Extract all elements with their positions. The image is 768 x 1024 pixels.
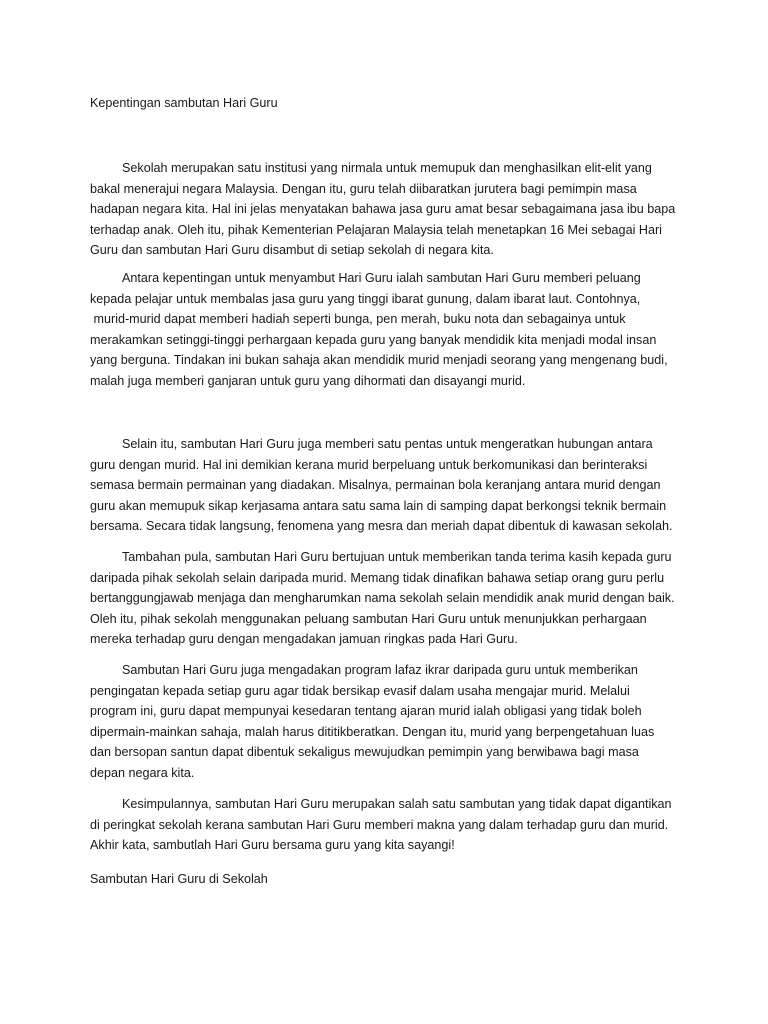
paragraph-line: Guru dan sambutan Hari Guru disambut di setiap sekolah di negara kita.: [90, 243, 494, 258]
paragraph-line: Tambahan pula, sambutan Hari Guru bertujuan untuk memberikan tanda terima kasih kepada guru: [122, 550, 672, 564]
paragraph-line: Sambutan Hari Guru juga mengadakan program lafaz ikrar daripada guru untuk memberikan: [122, 663, 638, 677]
paragraph-line: Oleh itu, pihak sekolah menggunakan peluang sambutan Hari Guru untuk menunjukkan perhargaan: [90, 611, 647, 626]
paragraph-line: Kesimpulannya, sambutan Hari Guru merupakan salah satu sambutan yang tidak dapat digantikan: [122, 797, 672, 811]
paragraph-line: semasa bermain permainan yang diadakan. Misalnya, permainan bola keranjang antara murid dengan: [90, 478, 661, 493]
paragraph-line: program ini, guru dapat mempunyai kesedaran tentang ajaran murid ialah obligasi yang tidak boleh: [90, 704, 642, 719]
paragraph-line: Sekolah merupakan satu institusi yang nirmala untuk memupuk dan menghasilkan elit-elit yang: [122, 161, 652, 175]
paragraph-line: terhadap anak. Oleh itu, pihak Kementerian Pelajaran Malaysia telah menetapkan 16 Mei sebagai Hari: [90, 222, 662, 237]
paragraph-line: murid-murid dapat memberi hadiah seperti bunga, pen merah, buku nota dan sebagainya untuk: [90, 312, 626, 327]
paragraph-line: mereka terhadap guru dengan mengadakan jamuan ringkas pada Hari Guru.: [90, 632, 518, 647]
paragraph-line: guru akan memupuk sikap kerjasama antara satu sama lain di samping dapat berkongsi teknik bermain: [90, 498, 667, 513]
paragraph-line: bersama. Secara tidak langsung, fenomena yang mesra dan meriah dapat dibentuk di kawasan sekolah.: [90, 519, 673, 534]
paragraph-line: dan bersopan santun dapat dibentuk sekaligus mewujudkan pemimpin yang berwibawa bagi masa: [90, 745, 639, 760]
paragraph-line: Antara kepentingan untuk menyambut Hari Guru ialah sambutan Hari Guru memberi peluang: [122, 271, 641, 285]
paragraph-5: [90, 660, 690, 784]
section-heading: Sambutan Hari Guru di Sekolah: [90, 872, 268, 886]
paragraph-line: Selain itu, sambutan Hari Guru juga memberi satu pentas untuk mengeratkan hubungan antara: [122, 437, 653, 451]
paragraph-line: hadapan negara kita. Hal ini jelas menyatakan bahawa jasa guru amat besar sebagaimana jasa ibu bapa: [90, 202, 676, 217]
paragraph-line: bakal menerajui negara Malaysia. Dengan itu, guru telah diibaratkan jurutera bagi pemimpin masa: [90, 181, 637, 196]
paragraph-4: [90, 547, 690, 650]
paragraph-line: merakamkan setinggi-tinggi perhargaan kepada guru yang banyak mendidik kita menjadi modal insan: [90, 332, 657, 347]
paragraph-2: [90, 268, 690, 392]
paragraph-line: kepada pelajar untuk membalas jasa guru yang tinggi ibarat gunung, dalam ibarat laut. Contohnya,: [90, 291, 641, 306]
paragraph-line: di peringkat sekolah kerana sambutan Hari Guru memberi makna yang dalam terhadap guru dan murid.: [90, 817, 669, 832]
paragraph-line: yang berguna. Tindakan ini bukan sahaja akan mendidik murid menjadi seorang yang mengenang budi,: [90, 353, 668, 368]
paragraph-line: Akhir kata, sambutlah Hari Guru bersama guru yang kita sayangi!: [90, 838, 455, 853]
paragraph-1: [90, 158, 690, 261]
paragraph-line: malah juga memberi ganjaran untuk guru yang dihormati dan disayangi murid.: [90, 373, 526, 388]
paragraph-line: depan negara kita.: [90, 765, 195, 780]
document-title: Kepentingan sambutan Hari Guru: [90, 96, 278, 110]
paragraph-line: guru dengan murid. Hal ini demikian kerana murid berpeluang untuk berkomunikasi dan berinteraksi: [90, 457, 648, 472]
paragraph-line: daripada pihak sekolah selain daripada murid. Memang tidak dinafikan bahawa setiap orang guru perlu: [90, 570, 665, 585]
paragraph-line: pengingatan kepada setiap guru agar tidak bersikap evasif dalam usaha mengajar murid. Melalui: [90, 683, 630, 698]
paragraph-3: [90, 434, 690, 537]
paragraph-line: dipermain-mainkan sahaja, malah harus dititikberatkan. Dengan itu, murid yang berpengetahuan luas: [90, 724, 655, 739]
paragraph-6: [90, 794, 690, 856]
paragraph-line: bertanggungjawab menjaga dan mengharumkan nama sekolah selain mendidik anak murid dengan baik.: [90, 591, 675, 606]
